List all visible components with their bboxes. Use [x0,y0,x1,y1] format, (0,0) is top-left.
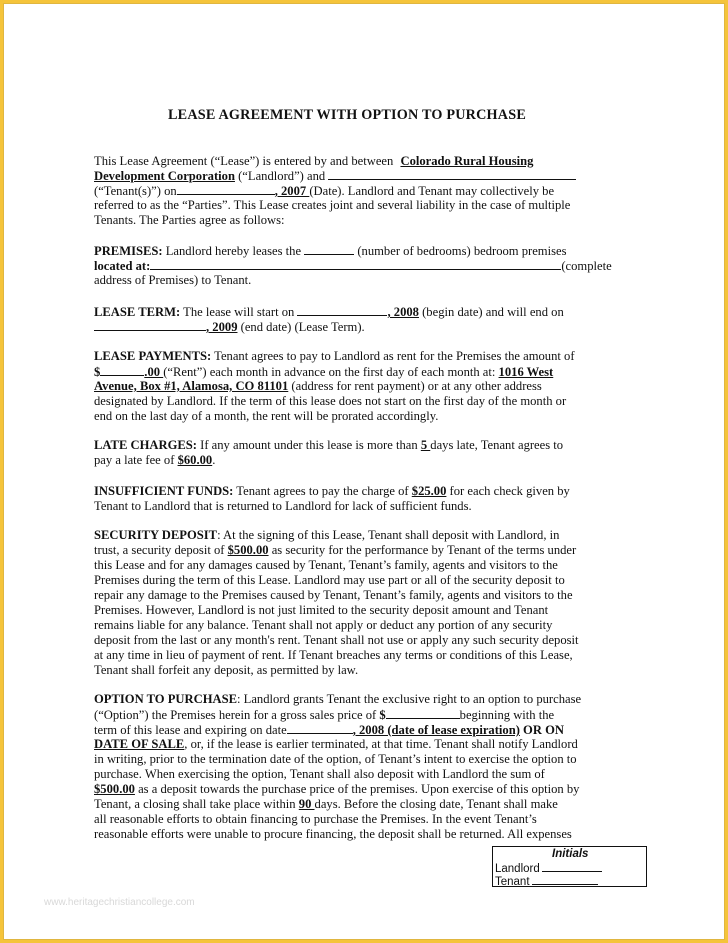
security-deposit-text: Tenant shall forfeit any deposit, as permitted by law. [94,663,359,677]
located-at-label: located at: [94,259,151,273]
year-2008: , 2008 [387,305,419,319]
security-deposit-heading: SECURITY DEPOSIT [94,528,218,542]
year-2009: , 2009 [206,320,238,334]
insufficient-funds-text: Tenant agrees to pay the charge of [233,484,412,498]
lease-term-text: The lease will start on [180,305,298,319]
late-days: 5 [420,438,431,452]
late-charges-text: days late, Tenant agrees to [430,438,564,452]
option-text: purchase. When exercising the option, Tenant shall also deposit with Landlord the sum of [94,767,545,781]
document-page [3,3,725,940]
option-text: reasonable efforts were unable to procure financing, the deposit shall be returned. All expenses [94,827,572,841]
security-deposit-text: remains liable for any balance. Tenant shall not apply or deduct any portion of any security [94,618,553,632]
bedrooms-blank [304,243,354,255]
payment-address: 1016 West [498,365,554,379]
security-deposit-text: : At the signing of this Lease, Tenant shall deposit with Landlord, in [217,528,560,542]
date-blank [177,183,275,195]
premises-text: (complete [561,259,612,273]
premises-section [94,243,654,288]
lease-payments-text: Tenant agrees to pay to Landlord as rent for the Premises the amount of [211,349,575,363]
security-deposit-text: as security for the performance by Tenant of the terms under [268,543,577,557]
option-text: days. Before the closing date, Tenant shall make [314,797,558,811]
lease-term-text: (begin date) and will end on [418,305,564,319]
option-text: Tenant, a closing shall take place within [94,797,299,811]
lease-payments-text: (address for rent payment) or at any other address [288,379,542,393]
lease-term-section [94,304,654,334]
late-fee-amount: $60.00 [177,453,213,467]
intro-text: (“Tenant(s)”) on [94,184,177,198]
expiry-date-blank [287,722,353,734]
payment-address-cont: Avenue, Box #1, Alamosa, CO 81101 [94,379,289,393]
option-text: beginning with the [459,708,555,722]
lease-payments-text: designated by Landlord. If the term of this lease does not start on the first day of the month or [94,394,567,408]
or-on-label: OR ON [519,723,564,737]
nsf-charge-amount: $25.00 [411,484,447,498]
landlord-name-cont: Development Corporation [94,169,235,183]
sales-price-dollar-sign: $ [379,708,386,722]
rent-cents: .00 [144,365,164,379]
premises-heading: PREMISES: [94,244,163,258]
security-deposit-section [94,528,654,678]
lease-payments-text: (“Rent”) each month in advance on the first day of each month at: [163,365,499,379]
lease-term-text: (end date) (Lease Term). [237,320,365,334]
initials-heading: Initials [552,848,589,860]
option-to-purchase-section [94,692,654,842]
option-text: in writing, prior to the termination date of the option, of Tenant’s intent to exercise the option to [94,752,577,766]
option-text: , or, if the lease is earlier terminated, at that time. Tenant shall notify Landlord [184,737,578,751]
watermark-text: www.heritagechristiancollege.com [44,897,195,908]
late-charges-heading: LATE CHARGES: [94,438,197,452]
date-of-sale-label: DATE OF SALE [94,737,185,751]
lease-term-heading: LEASE TERM: [94,305,181,319]
landlord-initials-label: Landlord [495,863,540,875]
intro-text: (“Landlord”) and [234,169,329,183]
option-text: as a deposit towards the purchase price of the premises. Upon exercise of this option by [134,782,580,796]
insufficient-funds-section [94,484,654,514]
address-blank [150,258,561,270]
option-text: all reasonable efforts to obtain financing to purchase the Premises. In the event Tenant’s [94,812,537,826]
landlord-initials-line[interactable] [542,861,602,872]
closing-days: 90 [298,797,315,811]
intro-text: This Lease Agreement (“Lease”) is entered by and between [94,154,397,168]
year-2007: , 2007 [274,184,310,198]
security-deposit-text: this Lease and for any damages caused by Tenant, Tenant’s family, agents and visitors to the [94,558,558,572]
lease-payments-section [94,349,654,424]
late-charges-text: . [212,453,216,467]
option-deposit-amount: $500.00 [94,782,135,796]
initials-box [492,846,647,887]
late-charges-text: pay a late fee of [94,453,178,467]
security-deposit-text: deposit from the last or any month's rent. Tenant shall not use or apply any such security deposit [94,633,579,647]
begin-date-blank [297,304,387,316]
security-deposit-text: Premises. However, Landlord is not just limited to the security deposit amount and Tenant [94,603,549,617]
intro-text: (Date). Landlord and Tenant may collectively be [309,184,555,198]
lease-payments-text: end on the last day of a month, the rent will be prorated accordingly. [94,409,439,423]
option-to-purchase-heading: OPTION TO PURCHASE [94,692,237,706]
security-deposit-text: Premises during the term of this Lease. Landlord may use part or all of the security deposit to [94,573,565,587]
intro-text: referred to as the “Parties”. This Lease creates joint and several liability in the case of multiple [94,198,571,212]
security-deposit-text: trust, a security deposit of [94,543,228,557]
tenant-name-blank [328,168,576,180]
premises-text: Landlord hereby leases the [162,244,305,258]
document-title: LEASE AGREEMENT WITH OPTION TO PURCHASE [168,107,526,123]
premises-text: (number of bedrooms) bedroom premises [354,244,567,258]
tenant-initials-row [495,874,598,889]
insufficient-funds-text: for each check given by [446,484,570,498]
insufficient-funds-heading: INSUFFICIENT FUNDS: [94,484,234,498]
rent-amount-blank [100,364,144,376]
late-charges-section [94,438,654,468]
option-text: : Landlord grants Tenant the exclusive right to an option to purchase [237,692,582,706]
security-deposit-text: repair any damage to the Premises caused by Tenant, Tenant’s family, agents and visitors to the [94,588,573,602]
security-deposit-amount: $500.00 [227,543,269,557]
premises-text: address of Premises) to Tenant. [94,273,252,287]
lease-payments-heading: LEASE PAYMENTS: [94,349,212,363]
tenant-initials-line[interactable] [532,874,598,885]
insufficient-funds-text: Tenant to Landlord that is returned to Landlord for lack of sufficient funds. [94,499,472,513]
intro-paragraph [94,153,654,228]
intro-text: Tenants. The Parties agree as follows: [94,213,285,227]
end-date-blank [94,319,206,331]
rent-dollar-sign: $ [94,365,101,379]
option-text: (“Option”) the Premises herein for a gross sales price of [94,708,380,722]
tenant-initials-label: Tenant [495,876,530,888]
sales-price-blank [386,707,460,719]
option-text: term of this lease and expiring on date [94,723,287,737]
late-charges-text: If any amount under this lease is more than [196,438,421,452]
lease-expiration: , 2008 (date of lease expiration) [352,723,520,737]
landlord-name: Colorado Rural Housing [400,154,534,168]
security-deposit-text: at any time in lieu of payment of rent. If Tenant breaches any terms or conditions of this Lease, [94,648,573,662]
